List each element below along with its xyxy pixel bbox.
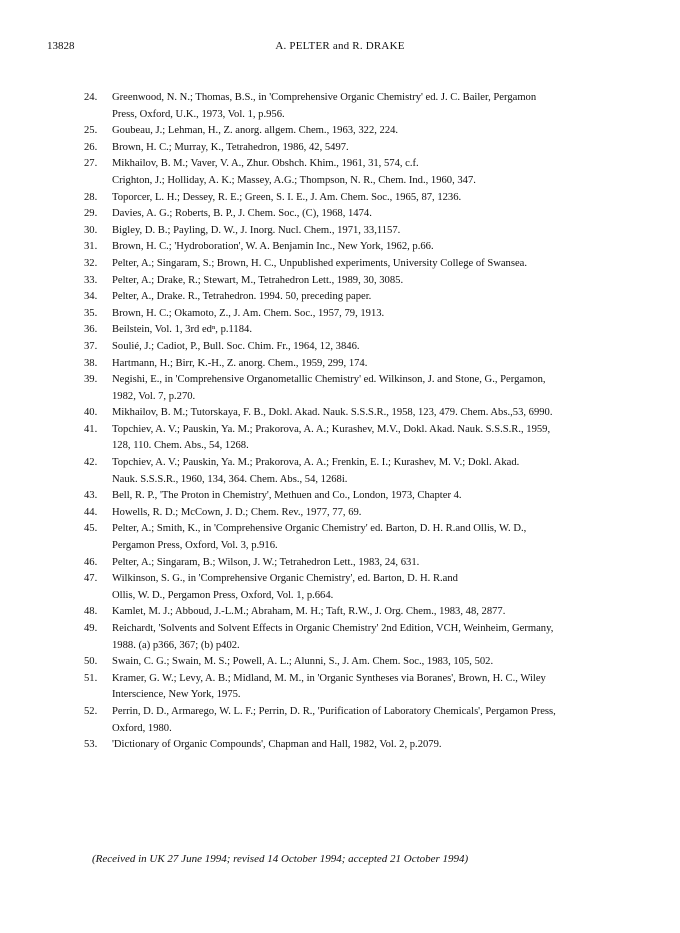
reference-number: 39. [84, 374, 98, 386]
reference-item [84, 621, 644, 654]
reference-number: 24. [84, 92, 98, 103]
reference-text-line: Kramer, G. W.; Levy, A. B.; Midland, M. M., in 'Organic Syntheses via Boranes', Brown, H. C., Wiley [112, 672, 546, 684]
reference-text-line: Greenwood, N. N.; Thomas, B.S., in 'Comprehensive Organic Chemistry' ed. J. C. Bailer, Pergamon [112, 92, 537, 103]
running-head: A. PELTER and R. DRAKE [275, 40, 405, 52]
reference-item [84, 322, 644, 339]
reference-text-line: Pelter, A.; Singaram, S.; Brown, H. C., Unpublished experiments, University College of Swansea. [112, 257, 528, 269]
reference-item [84, 372, 644, 405]
reference-item [84, 604, 644, 621]
reference-number: 47. [84, 573, 98, 585]
reference-item [84, 704, 644, 737]
reference-number: 49. [84, 623, 98, 634]
reference-item [84, 737, 644, 754]
reference-item [84, 339, 644, 356]
reference-number: 43. [84, 490, 98, 502]
reference-text-line: Hartmann, H.; Birr, K.-H., Z. anorg. Chem., 1959, 299, 174. [112, 357, 368, 369]
reference-text-line: Brown, H. C.; Okamoto, Z., J. Am. Chem. Soc., 1957, 79, 1913. [112, 307, 385, 319]
reference-list [84, 90, 644, 754]
reference-item [84, 654, 644, 671]
reference-text-line: Goubeau, J.; Lehman, H., Z. anorg. allgem. Chem., 1963, 322, 224. [112, 125, 399, 137]
reference-number: 45. [84, 523, 98, 535]
reference-number: 28. [84, 191, 98, 203]
reference-text-line: Mikhailov, B. M.; Vaver, V. A., Zhur. Obshch. Khim., 1961, 31, 574, c.f. [112, 158, 419, 170]
reference-text-line: Mikhailov, B. M.; Tutorskaya, F. B., Dokl. Akad. Nauk. S.S.S.R., 1958, 123, 479. Chem. Abs.,53, 6990. [112, 407, 553, 419]
reference-item [84, 256, 644, 273]
reference-number: 37. [84, 340, 98, 352]
reference-text-line: Nauk. S.S.S.R., 1960, 134, 364. Chem. Abs., 54, 1268i. [112, 473, 348, 485]
reference-number: 52. [84, 705, 98, 717]
reference-text-line: Bell, R. P., 'The Proton in Chemistry', Methuen and Co., London, 1973, Chapter 4. [112, 490, 462, 502]
reference-text-line: Bigley, D. B.; Payling, D. W., J. Inorg. Nucl. Chem., 1971, 33,1157. [112, 224, 401, 236]
reference-text-line: Pelter, A.; Singaram, B.; Wilson, J. W.; Tetrahedron Lett., 1983, 24, 631. [112, 556, 420, 568]
reference-item [84, 289, 644, 306]
reference-text-line: Topchiev, A. V.; Pauskin, Ya. M.; Prakorova, A. A.; Frenkin, E. I.; Kurashev, M. V.; Dokl. Akad. [112, 457, 520, 469]
reference-number: 41. [84, 423, 98, 435]
reference-number: 29. [84, 208, 98, 220]
reference-text-line: Negishi, E., in 'Comprehensive Organometallic Chemistry' ed. Wilkinson, J. and Stone, G., Pergamon, [112, 374, 546, 386]
received-dates: (Received in UK 27 June 1994; revised 14 October 1994; accepted 21 October 1994) [92, 853, 469, 865]
reference-item [84, 223, 644, 240]
reference-item [84, 356, 644, 373]
reference-number: 36. [84, 324, 98, 336]
reference-number: 27. [84, 158, 98, 170]
reference-number: 25. [84, 125, 98, 137]
reference-text-line: Reichardt, 'Solvents and Solvent Effects in Organic Chemistry' 2nd Edition, VCH, Weinheim, Germany, [112, 623, 554, 634]
reference-number: 31. [84, 241, 98, 253]
reference-item [84, 206, 644, 223]
reference-text-line: Pelter, A., Drake. R., Tetrahedron. 1994. 50, preceding paper. [112, 291, 372, 303]
reference-item [84, 190, 644, 207]
reference-item [84, 239, 644, 256]
reference-text-line: Swain, C. G.; Swain, M. S.; Powell, A. L.; Alunni, S., J. Am. Chem. Soc., 1983, 105, 502. [112, 656, 494, 668]
reference-item [84, 90, 644, 123]
reference-text-line: 1988. (a) p366, 367; (b) p402. [112, 639, 240, 651]
reference-item [84, 306, 644, 323]
reference-text-line: Kamlet, M. J.; Abboud, J.-L.M.; Abraham, M. H.; Taft, R.W., J. Org. Chem., 1983, 48, 2877. [112, 606, 506, 618]
reference-item [84, 273, 644, 290]
reference-number: 50. [84, 656, 98, 668]
reference-text-line: Ollis, W. D., Pergamon Press, Oxford, Vol. 1, p.664. [112, 589, 334, 601]
reference-text-line: Toporcer, L. H.; Dessey, R. E.; Green, S. I. E., J. Am. Chem. Soc., 1965, 87, 1236. [112, 191, 462, 203]
reference-text-line: Beilstein, Vol. 1, 3rd edⁿ, p.1184. [112, 324, 252, 336]
reference-text-line: Brown, H. C.; 'Hydroboration', W. A. Benjamin Inc., New York, 1962, p.66. [112, 241, 434, 253]
reference-text-line: Howells, R. D.; McCown, J. D.; Chem. Rev., 1977, 77, 69. [112, 506, 362, 518]
reference-text-line: Crighton, J.; Holliday, A. K.; Massey, A.G.; Thompson, N. R., Chem. Ind., 1960, 347. [112, 174, 476, 186]
reference-number: 46. [84, 556, 98, 568]
reference-text-line: 1982, Vol. 7, p.270. [112, 390, 196, 402]
reference-item [84, 671, 644, 704]
reference-text-line: Pelter, A.; Smith, K., in 'Comprehensive Organic Chemistry' ed. Barton, D. H. R.and Ollis, W. D., [112, 523, 527, 535]
reference-item [84, 422, 644, 455]
reference-number: 51. [84, 672, 98, 684]
reference-text-line: Pergamon Press, Oxford, Vol. 3, p.916. [112, 540, 278, 552]
reference-number: 48. [84, 606, 98, 618]
reference-item [84, 455, 644, 488]
reference-item [84, 505, 644, 522]
reference-item [84, 488, 644, 505]
reference-text-line: Pelter, A.; Drake, R.; Stewart, M., Tetrahedron Lett., 1989, 30, 3085. [112, 274, 404, 286]
reference-text-line: Oxford, 1980. [112, 722, 172, 734]
reference-number: 30. [84, 224, 98, 236]
page-number: 13828 [47, 40, 75, 52]
reference-number: 42. [84, 457, 98, 469]
reference-item [84, 555, 644, 572]
reference-text-line: 128, 110. Chem. Abs., 54, 1268. [112, 440, 249, 452]
reference-number: 32. [84, 257, 98, 269]
reference-item [84, 156, 644, 189]
reference-text-line: Topchiev, A. V.; Pauskin, Ya. M.; Prakorova, A. A.; Kurashev, M.V., Dokl. Akad. Nauk. S.S.S.R., 1959, [112, 423, 551, 435]
reference-text-line: Brown, H. C.; Murray, K., Tetrahedron, 1986, 42, 5497. [112, 141, 349, 153]
reference-item [84, 405, 644, 422]
reference-number: 38. [84, 357, 98, 369]
reference-text-line: Interscience, New York, 1975. [112, 689, 241, 701]
reference-number: 26. [84, 141, 98, 153]
reference-text-line: 'Dictionary of Organic Compounds', Chapman and Hall, 1982, Vol. 2, p.2079. [112, 739, 442, 751]
reference-text-line: Perrin, D. D., Armarego, W. L. F.; Perrin, D. R., 'Purification of Laboratory Chemicals', Pergamon Press, [112, 705, 556, 717]
reference-item [84, 521, 644, 554]
reference-number: 34. [84, 291, 98, 303]
reference-item [84, 123, 644, 140]
reference-item [84, 140, 644, 157]
reference-text-line: Wilkinson, S. G., in 'Comprehensive Organic Chemistry', ed. Barton, D. H. R.and [112, 573, 458, 585]
reference-item [84, 571, 644, 604]
reference-number: 53. [84, 739, 98, 751]
reference-text-line: Soulié, J.; Cadiot, P., Bull. Soc. Chim. Fr., 1964, 12, 3846. [112, 340, 360, 352]
reference-text-line: Davies, A. G.; Roberts, B. P., J. Chem. Soc., (C), 1968, 1474. [112, 208, 372, 220]
reference-number: 33. [84, 274, 98, 286]
reference-number: 35. [84, 307, 98, 319]
reference-number: 44. [84, 506, 98, 518]
reference-text-line: Press, Oxford, U.K., 1973, Vol. 1, p.956. [112, 108, 285, 120]
reference-number: 40. [84, 407, 98, 419]
